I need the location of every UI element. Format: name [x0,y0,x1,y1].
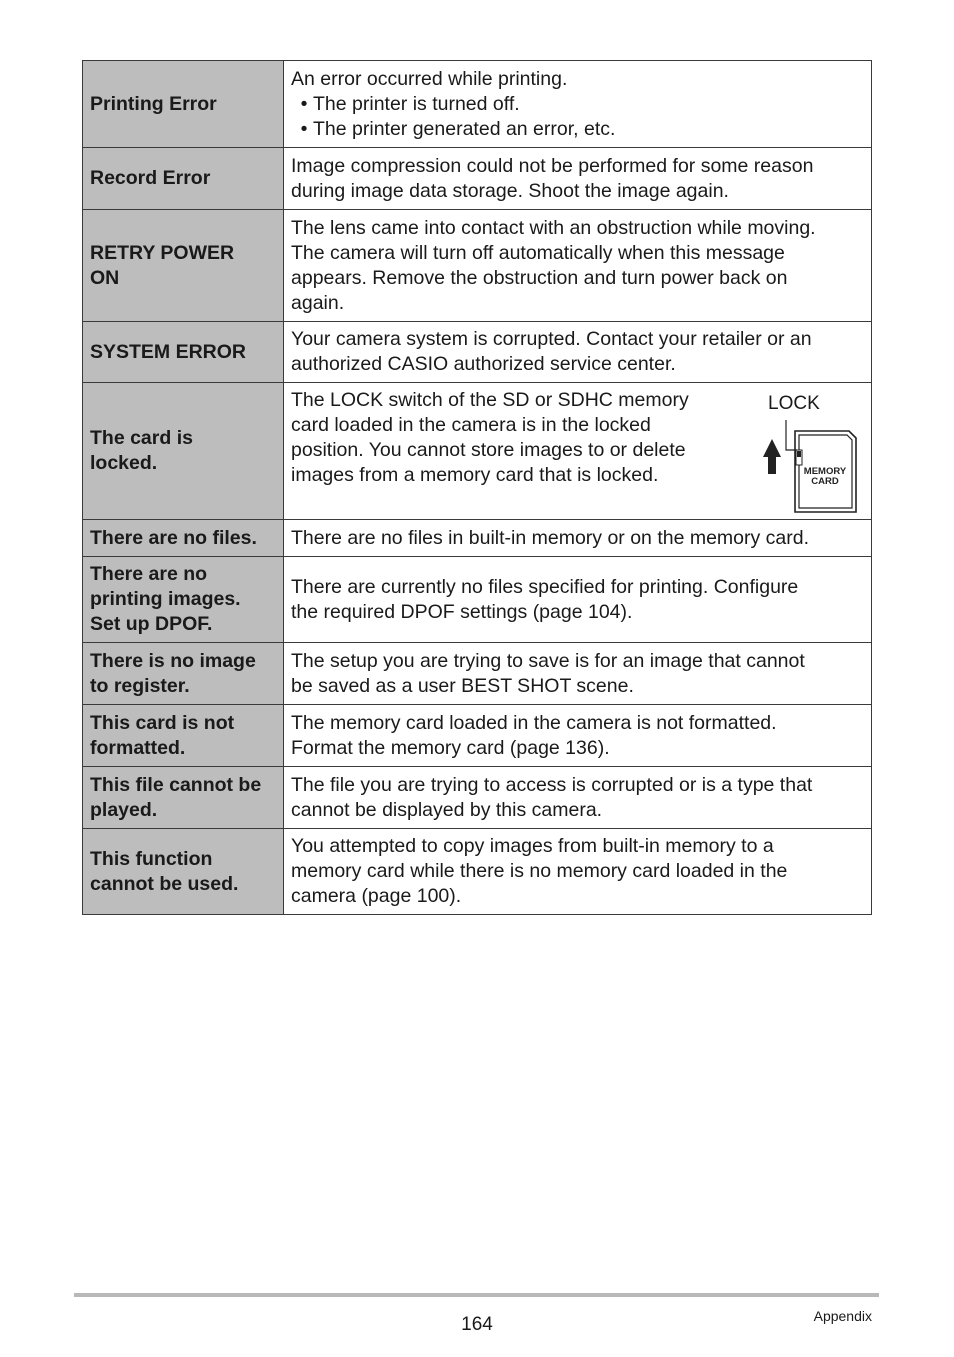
description-line: You attempted to copy images from built-in memory to a [291,835,774,857]
description-line: camera (page 100). [291,885,462,907]
error-term [83,61,284,148]
error-term [83,322,284,383]
table-row [83,767,872,829]
description-line: appears. Remove the obstruction and turn power back on [291,266,788,289]
error-term-text: cannot be used. [90,872,239,895]
error-term [83,520,284,557]
error-term-text: RETRY POWER [90,241,235,264]
error-term-text: Record Error [90,167,211,189]
table-row [83,61,872,148]
card-label-line: MEMORY [803,466,847,477]
error-term [83,210,284,322]
error-term-text: This function [90,847,213,870]
error-term-text: There is no image [90,649,256,672]
table-row [83,829,872,915]
description-line: during image data storage. Shoot the image again. [291,179,729,202]
error-term [83,767,284,829]
error-description [284,829,872,915]
description-line: An error occurred while printing. [291,67,568,90]
bullet-item [291,92,863,117]
description-line: The LOCK switch of the SD or SDHC memory [291,389,689,411]
section-name: Appendix [813,1308,872,1324]
table-row [83,383,872,520]
lock-label: LOCK [768,393,820,414]
description-line: cannot be displayed by this camera. [291,798,603,821]
table-row [83,705,872,767]
error-term-text: Printing Error [90,92,217,115]
table-row [83,520,872,557]
description-line: the required DPOF settings (page 104). [291,600,633,623]
description-line: memory card while there is no memory card loaded in the [291,860,788,882]
error-description [284,705,872,767]
error-term [83,705,284,767]
description-line: The file you are trying to access is corrupted or is a type that [291,773,813,796]
description-line: position. You cannot store images to or delete [291,439,686,461]
description-line: The camera will turn off automatically when this message [291,241,785,264]
error-description [284,767,872,829]
error-term-text: This file cannot be [90,773,262,796]
error-term-text: formatted. [90,736,186,759]
description-line: authorized CASIO authorized service center. [291,353,676,375]
error-term-text: ON [90,266,120,289]
error-description [284,148,872,210]
description-line: Your camera system is corrupted. Contact your retailer or an [291,328,812,350]
error-term [83,829,284,915]
description-line: Format the memory card (page 136). [291,736,610,759]
error-term [83,643,284,705]
error-description [284,322,872,383]
bullet-text: The printer generated an error, etc. [313,117,616,140]
description-line: Image compression could not be performed for some reason [291,154,814,177]
error-term-text: to register. [90,674,190,697]
error-term-text: Set up DPOF. [90,613,213,635]
description-line: again. [291,291,345,314]
description-line: The memory card loaded in the camera is not formatted. [291,711,777,734]
error-term-text: printing images. [90,588,241,610]
error-term [83,557,284,643]
table-row [83,210,872,322]
description-line: images from a memory card that is locked. [291,464,659,486]
error-term-text: There are no [90,563,208,585]
bullet-text: The printer is turned off. [313,92,520,115]
bullet-icon: • [300,92,308,115]
error-term [83,383,284,520]
arrow-up-icon [763,439,781,474]
description-line: There are no files in built-in memory or on the memory card. [291,526,810,549]
error-description [284,520,872,557]
error-term-text: locked. [90,452,158,474]
table-row [83,322,872,383]
error-term [83,148,284,210]
description-line: The setup you are trying to save is for an image that cannot [291,649,805,672]
error-description [284,210,872,322]
description-line: be saved as a user BEST SHOT scene. [291,674,634,697]
lock-description [291,387,736,488]
description-line: The lens came into contact with an obstruction while moving. [291,216,816,239]
bullet-item [291,117,863,142]
table-row [83,557,872,643]
error-description [284,61,872,148]
table-row [83,148,872,210]
error-term-text: played. [90,798,158,821]
error-description [284,643,872,705]
description-line: card loaded in the camera is in the locked [291,414,651,436]
error-description [284,557,872,643]
error-term-text: The card is [90,427,193,449]
error-term-text: SYSTEM ERROR [90,340,247,363]
table-row [83,643,872,705]
description-line: There are currently no files specified for printing. Configure [291,575,799,598]
error-term-text: This card is not [90,711,235,734]
page-number: 164 [461,1314,493,1335]
memory-card-lock-figure [762,391,867,513]
error-message-table [82,60,872,915]
footer-divider [74,1293,879,1297]
card-label-line: CARD [811,476,839,487]
bullet-icon: • [300,117,308,140]
error-term-text: There are no files. [90,526,257,549]
error-description [284,383,872,520]
